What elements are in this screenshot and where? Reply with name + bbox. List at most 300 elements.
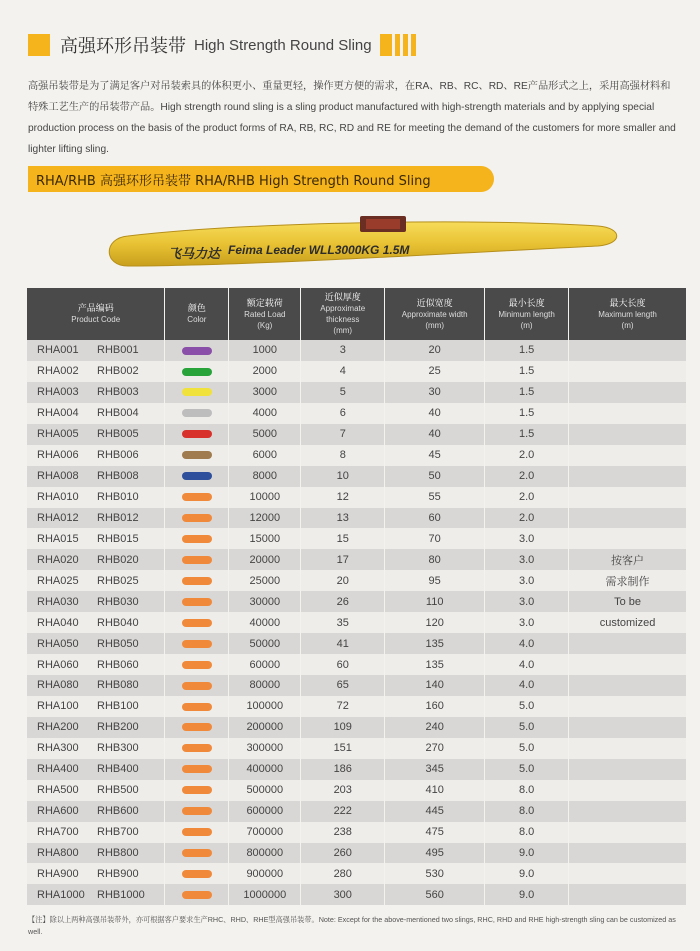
table-row bbox=[27, 738, 687, 759]
width-cell: 40 bbox=[385, 424, 485, 445]
product-code-cell bbox=[27, 759, 165, 780]
thick-cell: 72 bbox=[301, 696, 385, 717]
color-swatch bbox=[182, 891, 212, 899]
table-row bbox=[27, 675, 687, 696]
width-cell: 30 bbox=[385, 382, 485, 403]
minlen-cell: 8.0 bbox=[485, 801, 569, 822]
product-code-cell bbox=[27, 382, 165, 403]
maxlen-cell bbox=[569, 843, 687, 864]
width-cell: 410 bbox=[385, 780, 485, 801]
color-swatch bbox=[182, 472, 212, 480]
table-header-row bbox=[27, 288, 687, 340]
rhb-code: RHB700 bbox=[97, 826, 139, 839]
page-title-en: High Strength Round Sling bbox=[194, 36, 372, 54]
table-row bbox=[27, 801, 687, 822]
maxlen-cell bbox=[569, 528, 687, 549]
width-cell: 80 bbox=[385, 549, 485, 570]
color-swatch bbox=[182, 807, 212, 815]
load-cell: 200000 bbox=[229, 717, 301, 738]
rhb-code: RHB1000 bbox=[97, 888, 145, 901]
rha-code: RHA400 bbox=[37, 763, 79, 776]
thick-cell: 12 bbox=[301, 487, 385, 508]
load-cell: 1000000 bbox=[229, 884, 301, 905]
rhb-code: RHB006 bbox=[97, 449, 139, 462]
load-cell: 8000 bbox=[229, 466, 301, 487]
table-row bbox=[27, 863, 687, 884]
load-cell: 30000 bbox=[229, 591, 301, 612]
color-cell bbox=[165, 466, 229, 487]
table-row bbox=[27, 466, 687, 487]
color-swatch bbox=[182, 514, 212, 522]
load-cell: 25000 bbox=[229, 570, 301, 591]
rha-code: RHA900 bbox=[37, 867, 79, 880]
color-cell bbox=[165, 382, 229, 403]
rhb-code: RHB025 bbox=[97, 574, 139, 587]
width-cell: 60 bbox=[385, 508, 485, 529]
thick-cell: 7 bbox=[301, 424, 385, 445]
minlen-cell: 4.0 bbox=[485, 633, 569, 654]
color-cell bbox=[165, 549, 229, 570]
product-code-cell bbox=[27, 591, 165, 612]
rha-code: RHA040 bbox=[37, 616, 79, 629]
product-code-cell bbox=[27, 801, 165, 822]
color-cell bbox=[165, 403, 229, 424]
load-cell: 40000 bbox=[229, 612, 301, 633]
thick-cell: 186 bbox=[301, 759, 385, 780]
color-swatch bbox=[182, 493, 212, 501]
product-code-cell bbox=[27, 549, 165, 570]
rha-code: RHA003 bbox=[37, 386, 79, 399]
column-header-cn: 产品编码 bbox=[77, 303, 114, 313]
table-row bbox=[27, 382, 687, 403]
maxlen-cell bbox=[569, 863, 687, 884]
load-cell: 4000 bbox=[229, 403, 301, 424]
rhb-code: RHB012 bbox=[97, 511, 139, 524]
color-swatch bbox=[182, 409, 212, 417]
rhb-code: RHB060 bbox=[97, 658, 139, 671]
load-cell: 6000 bbox=[229, 445, 301, 466]
thick-cell: 41 bbox=[301, 633, 385, 654]
load-cell: 12000 bbox=[229, 508, 301, 529]
color-swatch bbox=[182, 598, 212, 606]
minlen-cell: 1.5 bbox=[485, 382, 569, 403]
footnote: 【注】除以上两种高强吊装带外，亦可根据客户要求生产RHC、RHD、RHE型高强吊装带。Note: Except for the above-mentioned two slings, RHC, RHD and RHE high-strength sling can be customized as well. bbox=[28, 915, 676, 936]
maxlen-cell bbox=[569, 361, 687, 382]
product-code-cell bbox=[27, 340, 165, 361]
minlen-cell: 3.0 bbox=[485, 528, 569, 549]
color-swatch bbox=[182, 870, 212, 878]
maxlen-cell: To be bbox=[569, 591, 687, 612]
page-header bbox=[28, 30, 419, 60]
maxlen-cell bbox=[569, 466, 687, 487]
color-cell bbox=[165, 528, 229, 549]
table-row bbox=[27, 508, 687, 529]
width-cell: 110 bbox=[385, 591, 485, 612]
product-code-cell bbox=[27, 843, 165, 864]
product-code-cell bbox=[27, 487, 165, 508]
color-cell bbox=[165, 570, 229, 591]
minlen-cell: 5.0 bbox=[485, 717, 569, 738]
thick-cell: 8 bbox=[301, 445, 385, 466]
rhb-code: RHB001 bbox=[97, 344, 139, 357]
thick-cell: 13 bbox=[301, 508, 385, 529]
width-cell: 55 bbox=[385, 487, 485, 508]
rhb-code: RHB600 bbox=[97, 805, 139, 818]
load-cell: 20000 bbox=[229, 549, 301, 570]
color-swatch bbox=[182, 619, 212, 627]
color-cell bbox=[165, 612, 229, 633]
width-cell: 270 bbox=[385, 738, 485, 759]
column-header-en: Rated Load bbox=[244, 309, 286, 319]
color-cell bbox=[165, 822, 229, 843]
minlen-cell: 3.0 bbox=[485, 612, 569, 633]
load-cell: 3000 bbox=[229, 382, 301, 403]
rha-code: RHA004 bbox=[37, 407, 79, 420]
thick-cell: 60 bbox=[301, 654, 385, 675]
thick-cell: 3 bbox=[301, 340, 385, 361]
table-row bbox=[27, 549, 687, 570]
rha-code: RHA008 bbox=[37, 470, 79, 483]
color-swatch bbox=[182, 368, 212, 376]
load-cell: 500000 bbox=[229, 780, 301, 801]
rhb-code: RHB080 bbox=[97, 679, 139, 692]
color-cell bbox=[165, 633, 229, 654]
minlen-cell: 5.0 bbox=[485, 759, 569, 780]
minlen-cell: 3.0 bbox=[485, 549, 569, 570]
column-header-cn: 最小长度 bbox=[508, 297, 545, 308]
rha-code: RHA100 bbox=[37, 700, 79, 713]
product-code-cell bbox=[27, 822, 165, 843]
rhb-code: RHB008 bbox=[97, 470, 139, 483]
table-row bbox=[27, 843, 687, 864]
product-code-cell bbox=[27, 696, 165, 717]
maxlen-cell: 需求制作 bbox=[569, 570, 687, 591]
thick-cell: 4 bbox=[301, 361, 385, 382]
thick-cell: 300 bbox=[301, 884, 385, 905]
width-cell: 20 bbox=[385, 340, 485, 361]
rha-code: RHA600 bbox=[37, 805, 79, 818]
color-cell bbox=[165, 591, 229, 612]
load-cell: 700000 bbox=[229, 822, 301, 843]
minlen-cell: 2.0 bbox=[485, 466, 569, 487]
table-row bbox=[27, 759, 687, 780]
rhb-code: RHB020 bbox=[97, 553, 139, 566]
table-row bbox=[27, 780, 687, 801]
width-cell: 120 bbox=[385, 612, 485, 633]
thick-cell: 222 bbox=[301, 801, 385, 822]
thick-cell: 151 bbox=[301, 738, 385, 759]
load-cell: 15000 bbox=[229, 528, 301, 549]
maxlen-cell bbox=[569, 340, 687, 361]
thick-cell: 10 bbox=[301, 466, 385, 487]
table-row bbox=[27, 445, 687, 466]
width-cell: 95 bbox=[385, 570, 485, 591]
product-code-cell bbox=[27, 361, 165, 382]
thick-cell: 20 bbox=[301, 570, 385, 591]
minlen-cell: 4.0 bbox=[485, 675, 569, 696]
column-header-unit: (Kg) bbox=[257, 320, 273, 330]
rha-code: RHA300 bbox=[37, 742, 79, 755]
load-cell: 5000 bbox=[229, 424, 301, 445]
color-cell bbox=[165, 738, 229, 759]
page-title-cn: 高强环形吊装带 bbox=[60, 36, 186, 57]
width-cell: 560 bbox=[385, 884, 485, 905]
column-header bbox=[27, 288, 165, 340]
minlen-cell: 9.0 bbox=[485, 863, 569, 884]
width-cell: 70 bbox=[385, 528, 485, 549]
color-swatch bbox=[182, 828, 212, 836]
thick-cell: 6 bbox=[301, 403, 385, 424]
rha-code: RHA012 bbox=[37, 511, 79, 524]
width-cell: 240 bbox=[385, 717, 485, 738]
column-header bbox=[485, 288, 569, 340]
rhb-code: RHB005 bbox=[97, 428, 139, 441]
thick-cell: 65 bbox=[301, 675, 385, 696]
header-square-icon bbox=[28, 34, 50, 56]
color-swatch bbox=[182, 577, 212, 585]
maxlen-cell bbox=[569, 633, 687, 654]
minlen-cell: 2.0 bbox=[485, 508, 569, 529]
load-cell: 400000 bbox=[229, 759, 301, 780]
rha-code: RHA080 bbox=[37, 679, 79, 692]
rhb-code: RHB002 bbox=[97, 365, 139, 378]
column-header bbox=[165, 288, 229, 340]
table-row bbox=[27, 654, 687, 675]
rha-code: RHA025 bbox=[37, 574, 79, 587]
color-cell bbox=[165, 780, 229, 801]
color-cell bbox=[165, 508, 229, 529]
rhb-code: RHB004 bbox=[97, 407, 139, 420]
product-code-cell bbox=[27, 570, 165, 591]
width-cell: 495 bbox=[385, 843, 485, 864]
color-cell bbox=[165, 884, 229, 905]
color-swatch bbox=[182, 786, 212, 794]
color-swatch bbox=[182, 661, 212, 669]
rha-code: RHA1000 bbox=[37, 888, 85, 901]
thick-cell: 203 bbox=[301, 780, 385, 801]
color-swatch bbox=[182, 640, 212, 648]
table-row bbox=[27, 487, 687, 508]
table-row bbox=[27, 570, 687, 591]
column-header bbox=[569, 288, 687, 340]
minlen-cell: 8.0 bbox=[485, 780, 569, 801]
thick-cell: 35 bbox=[301, 612, 385, 633]
color-swatch bbox=[182, 556, 212, 564]
maxlen-cell bbox=[569, 759, 687, 780]
rha-code: RHA030 bbox=[37, 595, 79, 608]
rha-code: RHA050 bbox=[37, 637, 79, 650]
maxlen-cell bbox=[569, 654, 687, 675]
load-cell: 600000 bbox=[229, 801, 301, 822]
width-cell: 135 bbox=[385, 654, 485, 675]
maxlen-cell bbox=[569, 675, 687, 696]
section-subheader-text: RHA/RHB 高强环形吊装带 RHA/RHB High Strength Round Sling bbox=[36, 173, 431, 189]
rha-code: RHA500 bbox=[37, 784, 79, 797]
spec-table bbox=[27, 288, 687, 905]
load-cell: 2000 bbox=[229, 361, 301, 382]
load-cell: 80000 bbox=[229, 675, 301, 696]
color-cell bbox=[165, 863, 229, 884]
rhb-code: RHB400 bbox=[97, 763, 139, 776]
maxlen-cell bbox=[569, 487, 687, 508]
table-row bbox=[27, 340, 687, 361]
minlen-cell: 3.0 bbox=[485, 591, 569, 612]
width-cell: 135 bbox=[385, 633, 485, 654]
round-sling-image bbox=[98, 214, 618, 284]
color-cell bbox=[165, 843, 229, 864]
minlen-cell: 9.0 bbox=[485, 884, 569, 905]
color-cell bbox=[165, 654, 229, 675]
thick-cell: 238 bbox=[301, 822, 385, 843]
color-cell bbox=[165, 361, 229, 382]
product-code-cell bbox=[27, 445, 165, 466]
width-cell: 475 bbox=[385, 822, 485, 843]
product-code-cell bbox=[27, 528, 165, 549]
column-header-en: Minimum length bbox=[498, 309, 555, 319]
rha-code: RHA006 bbox=[37, 449, 79, 462]
color-swatch bbox=[182, 703, 212, 711]
column-header bbox=[385, 288, 485, 340]
column-header-en: Approximate width bbox=[401, 309, 468, 319]
table-row bbox=[27, 717, 687, 738]
minlen-cell: 4.0 bbox=[485, 654, 569, 675]
color-swatch bbox=[182, 723, 212, 731]
minlen-cell: 1.5 bbox=[485, 340, 569, 361]
color-swatch bbox=[182, 347, 212, 355]
rha-code: RHA800 bbox=[37, 846, 79, 859]
column-header-cn: 近似宽度 bbox=[416, 297, 453, 308]
thick-cell: 17 bbox=[301, 549, 385, 570]
table-row bbox=[27, 424, 687, 445]
color-cell bbox=[165, 445, 229, 466]
load-cell: 900000 bbox=[229, 863, 301, 884]
product-code-cell bbox=[27, 675, 165, 696]
width-cell: 445 bbox=[385, 801, 485, 822]
minlen-cell: 2.0 bbox=[485, 487, 569, 508]
maxlen-cell bbox=[569, 717, 687, 738]
color-swatch bbox=[182, 849, 212, 857]
maxlen-cell bbox=[569, 508, 687, 529]
color-swatch bbox=[182, 430, 212, 438]
rhb-code: RHB010 bbox=[97, 491, 139, 504]
maxlen-cell bbox=[569, 884, 687, 905]
column-header-cn: 额定载荷 bbox=[246, 297, 283, 308]
width-cell: 140 bbox=[385, 675, 485, 696]
color-cell bbox=[165, 759, 229, 780]
color-swatch bbox=[182, 388, 212, 396]
table-row bbox=[27, 361, 687, 382]
maxlen-cell bbox=[569, 801, 687, 822]
maxlen-cell bbox=[569, 780, 687, 801]
rhb-code: RHB015 bbox=[97, 532, 139, 545]
color-cell bbox=[165, 696, 229, 717]
rha-code: RHA002 bbox=[37, 365, 79, 378]
minlen-cell: 1.5 bbox=[485, 361, 569, 382]
rhb-code: RHB300 bbox=[97, 742, 139, 755]
table-body bbox=[27, 340, 687, 905]
rhb-code: RHB800 bbox=[97, 846, 139, 859]
column-header-unit: (m) bbox=[520, 320, 533, 330]
thick-cell: 5 bbox=[301, 382, 385, 403]
product-code-cell bbox=[27, 780, 165, 801]
rha-code: RHA060 bbox=[37, 658, 79, 671]
load-cell: 1000 bbox=[229, 340, 301, 361]
column-header-cn: 最大长度 bbox=[609, 297, 646, 308]
minlen-cell: 5.0 bbox=[485, 738, 569, 759]
minlen-cell: 5.0 bbox=[485, 696, 569, 717]
product-code-cell bbox=[27, 466, 165, 487]
product-code-cell bbox=[27, 884, 165, 905]
color-cell bbox=[165, 424, 229, 445]
maxlen-cell: 按客户 bbox=[569, 549, 687, 570]
product-code-cell bbox=[27, 738, 165, 759]
thick-cell: 260 bbox=[301, 843, 385, 864]
color-swatch bbox=[182, 535, 212, 543]
color-swatch bbox=[182, 744, 212, 752]
rha-code: RHA005 bbox=[37, 428, 79, 441]
load-cell: 50000 bbox=[229, 633, 301, 654]
rha-code: RHA200 bbox=[37, 721, 79, 734]
minlen-cell: 9.0 bbox=[485, 843, 569, 864]
table-row bbox=[27, 403, 687, 424]
width-cell: 40 bbox=[385, 403, 485, 424]
intro-paragraph: 高强吊装带是为了满足客户对吊装索具的体积更小、重量更轻，操作更方便的需求，在RA、RB、RC、RD、RE产品形式之上，采用高强材料和特殊工艺生产的吊装带产品。High strength round sling is a sling product manufactured with high-strength materials and by applying special production process on the basis of the product forms of RA, RB, RC, RD and RE for meeting the demand of the customers for more smaller and lighter lifting sling. bbox=[28, 81, 676, 155]
maxlen-cell bbox=[569, 822, 687, 843]
thick-cell: 26 bbox=[301, 591, 385, 612]
column-header-cn: 颜色 bbox=[187, 303, 206, 313]
width-cell: 45 bbox=[385, 445, 485, 466]
column-header-en: Color bbox=[187, 315, 207, 324]
width-cell: 25 bbox=[385, 361, 485, 382]
width-cell: 530 bbox=[385, 863, 485, 884]
color-swatch bbox=[182, 765, 212, 773]
maxlen-cell bbox=[569, 424, 687, 445]
column-header-unit: (m) bbox=[621, 320, 634, 330]
maxlen-cell bbox=[569, 738, 687, 759]
maxlen-cell: customized bbox=[569, 612, 687, 633]
table-row bbox=[27, 822, 687, 843]
product-code-cell bbox=[27, 612, 165, 633]
table-row bbox=[27, 884, 687, 905]
rha-code: RHA001 bbox=[37, 344, 79, 357]
product-code-cell bbox=[27, 863, 165, 884]
load-cell: 300000 bbox=[229, 738, 301, 759]
rha-code: RHA015 bbox=[37, 532, 79, 545]
maxlen-cell bbox=[569, 445, 687, 466]
minlen-cell: 3.0 bbox=[485, 570, 569, 591]
rhb-code: RHB500 bbox=[97, 784, 139, 797]
product-code-cell bbox=[27, 717, 165, 738]
column-header bbox=[229, 288, 301, 340]
section-subheader bbox=[28, 166, 494, 192]
rha-code: RHA700 bbox=[37, 826, 79, 839]
table-row bbox=[27, 696, 687, 717]
column-header bbox=[301, 288, 385, 340]
column-header-en: Approximate thickness bbox=[320, 304, 366, 324]
width-cell: 50 bbox=[385, 466, 485, 487]
product-code-cell bbox=[27, 403, 165, 424]
color-cell bbox=[165, 487, 229, 508]
maxlen-cell bbox=[569, 382, 687, 403]
load-cell: 10000 bbox=[229, 487, 301, 508]
rha-code: RHA010 bbox=[37, 491, 79, 504]
rhb-code: RHB100 bbox=[97, 700, 139, 713]
maxlen-cell bbox=[569, 696, 687, 717]
rhb-code: RHB900 bbox=[97, 867, 139, 880]
color-cell bbox=[165, 717, 229, 738]
color-cell bbox=[165, 675, 229, 696]
rha-code: RHA020 bbox=[37, 553, 79, 566]
